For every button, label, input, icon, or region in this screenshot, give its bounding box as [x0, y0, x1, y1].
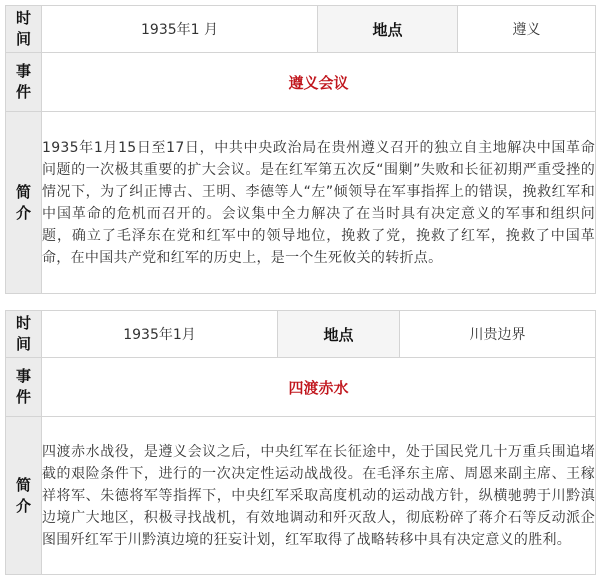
event-title: 遵义会议	[42, 53, 596, 112]
event-card-2	[5, 310, 596, 575]
summary-text: 四渡赤水战役，是遵义会议之后，中央红军在长征途中，处于国民党几十万重兵围追堵截的艰险条件下，进行的一次决定性运动战战役。在毛泽东主席、周恩来副主席、王稼祥将军、朱德将军等指挥下，中央红军采取高度机动的运动战方针，纵横驰骋于川黔滇边境广大地区，积极寻找战机，有效地调动和歼灭敌人，彻底粉碎了蒋介石等反动派企图围歼红军于川黔滇边境的狂妄计划，红军取得了战略转移中具有决定意义的胜利。	[42, 417, 596, 575]
summary-row	[6, 112, 596, 294]
summary-label: 简介	[6, 112, 42, 294]
event-row	[6, 358, 596, 417]
summary-row	[6, 417, 596, 575]
location-label: 地点	[318, 6, 458, 53]
event-label: 事件	[6, 53, 42, 112]
event-title: 四渡赤水	[42, 358, 596, 417]
location-value: 川贵边界	[400, 311, 596, 358]
time-row	[6, 6, 596, 53]
time-value: 1935年1 月	[42, 6, 318, 53]
event-card-1	[5, 5, 596, 294]
event-row	[6, 53, 596, 112]
event-label: 事件	[6, 358, 42, 417]
summary-text: 1935年1月15日至17日，中共中央政治局在贵州遵义召开的独立自主地解决中国革命问题的一次极其重要的扩大会议。是在红军第五次反“围剿”失败和长征初期严重受挫的情况下，为了纠正博古、王明、李德等人“左”倾领导在军事指挥上的错误，挽救红军和中国革命的危机而召开的。会议集中全力解决了在当时具有决定意义的军事和组织问题，确立了毛泽东在党和红军中的领导地位，挽救了党，挽救了红军，挽救了中国革命，在中国共产党和红军的历史上，是一个生死攸关的转折点。	[42, 112, 596, 294]
summary-label: 简介	[6, 417, 42, 575]
time-label: 时间	[6, 311, 42, 358]
time-row	[6, 311, 596, 358]
location-value: 遵义	[458, 6, 596, 53]
time-value: 1935年1月	[42, 311, 278, 358]
time-label: 时间	[6, 6, 42, 53]
location-label: 地点	[278, 311, 400, 358]
